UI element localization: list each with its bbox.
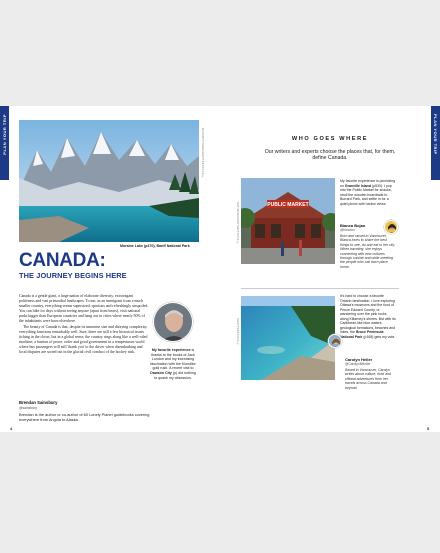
entry2-author-bio: Based in Vancouver, Carolyn writes about culture, food and offbeat adventures from her travels across Canada and beyond. bbox=[345, 368, 391, 390]
coast-image bbox=[241, 296, 335, 380]
bruce-peninsula-photo bbox=[241, 296, 335, 380]
portrait-image bbox=[329, 335, 342, 348]
section-tab-right: PLAN YOUR TRIP bbox=[431, 106, 440, 180]
favorite-experience: My favorite experience is thanks to the books of Jack London and my increasing fascination with the Klondike gold rush. A recent visit to Dawson City (p) did nothing to quash my obsession. bbox=[150, 348, 196, 380]
entry1-avatar bbox=[384, 220, 398, 234]
intro-paragraph-2: The beauty of Canada is that, despite its immense size and dizzying complexity, everything functions remarkably well. Sure, there are still a few historical issues itching in the closet, but in a global sense, the country rings along like a well-oiled machine; a bastion of peace, order and good government in a tempestuous world where bus passengers will still 'thank you' to the driver when disembarking and local disputes are sorted out in the glacial civil conduct of the hockey rink. bbox=[19, 324, 148, 355]
section-intro: Our writers and experts choose the places that, for them, define Canada. bbox=[264, 149, 396, 162]
author-name: Brendan Sainsbury bbox=[19, 400, 58, 405]
right-page bbox=[220, 106, 440, 432]
portrait-image bbox=[154, 303, 193, 342]
page-subtitle: THE JOURNEY BEGINS HERE bbox=[19, 271, 127, 280]
market-image bbox=[241, 178, 335, 264]
mountain-lake-image bbox=[19, 120, 199, 242]
page-number-left: 4 bbox=[10, 426, 13, 431]
section-heading: WHO GOES WHERE bbox=[291, 136, 369, 142]
author-bio: Brendan is the author or co-author of 60 Lonely Planet guidebooks covering everywhere from Angola to Alaska. bbox=[19, 412, 150, 422]
portrait-image bbox=[385, 221, 398, 234]
photo-credit-2: SHUTTERSTOCK © bbox=[236, 318, 239, 346]
entry2-author-name: Carolyn Heller bbox=[345, 357, 373, 362]
entry1-author-name: Bianca Bojan bbox=[340, 223, 366, 228]
moraine-lake-photo bbox=[19, 120, 199, 242]
intro-body bbox=[19, 294, 149, 355]
intro-paragraph-1: Canada is a gentle giant, a large nation of elaborate diversity, extravagant politeness and vast primordial landscapes. To me, as an immigrant from a much smaller country, everything seems supersized, spacious and refreshingly unspoiled. You can hike for days without seeing anyone (apart from bears), visit national parks bigger than European countries and hang out in cities where nearly 50% of the inhabitants were born elsewhere. bbox=[19, 294, 149, 324]
page-title: CANADA: bbox=[19, 250, 106, 271]
author-avatar bbox=[153, 302, 193, 342]
market-sign: PUBLIC MARKET bbox=[267, 202, 309, 208]
photo-credit-1: RAY WISE/SHUTTERSTOCK © bbox=[236, 202, 239, 245]
photo-caption: Moraine Lake (p470), Banff National Park bbox=[120, 244, 190, 248]
left-page bbox=[0, 106, 220, 432]
entry1-author-bio: Born and raised in Vancouver, Bianca loves to share the best things to see, do and eat in her city. When traveling, she enjoys connecting with new cultures through cuisine and while meeting the people who call each place home. bbox=[340, 234, 395, 269]
page-number-right: 5 bbox=[427, 426, 430, 431]
entry1-author-handle[interactable]: @biucobo bbox=[340, 228, 355, 232]
photo-credit: BLANKPICTURE/SHUTTERSTOCK © bbox=[201, 128, 204, 179]
author-handle[interactable]: @sainsbury bbox=[19, 406, 37, 410]
entry1-text: My favorite experience is picnicking on Granville Island (p530). I pop into the Public Market for snacks, stroll the wooden boardwalk to Burrard Park, and settle in for a quiet picnic with harbor views. bbox=[340, 179, 396, 206]
entry2-author-handle[interactable]: @CarolynBHeller bbox=[345, 362, 371, 366]
entry2-avatar bbox=[328, 334, 342, 348]
section-tab-left: PLAN YOUR TRIP bbox=[0, 106, 9, 180]
entry2-text: It's hard to choose a favorite Ontario destination. I love exploring Ottawa's museums and the food of Prince Edward County, or wandering over the pink rocks along Killarney's shores. But with its Caribbean-like blue waters, geological formations, beaches and hikes, the Bruce Peninsula National Park (p168) gets my vote. bbox=[340, 294, 396, 339]
public-market-photo bbox=[241, 178, 335, 264]
